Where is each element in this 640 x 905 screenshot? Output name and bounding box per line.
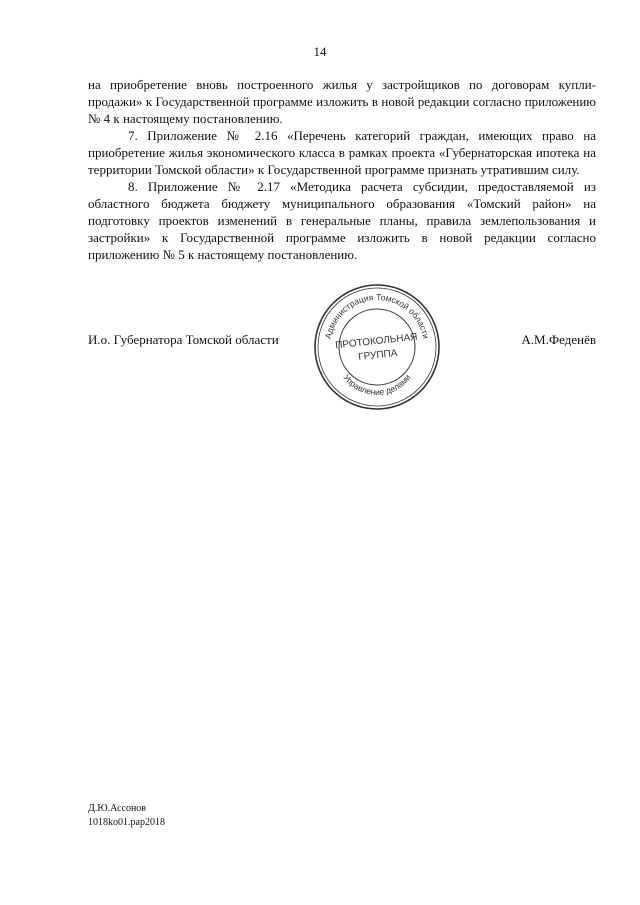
signatory-name: А.М.Феденёв [521,332,596,347]
stamp-center-line-1: ПРОТОКОЛЬНАЯ [334,331,419,352]
document-body [88,76,596,263]
footer-author: Д.Ю.Ассонов [88,803,147,814]
paragraph-item-7: 7. Приложение № 2.16 «Перечень категорий граждан, имеющих право на приобретение жилья экономического класса в рамках проекта «Губернаторская ипотека на территории Томской области» к Государственной программе признать утратившим силу. [88,128,596,177]
footer-doc-code: 1018ko01.pap2018 [88,817,165,828]
footer [88,802,165,830]
page-number: 14 [313,44,327,59]
paragraph-item-8: 8. Приложение № 2.17 «Методика расчета субсидии, предоставляемой из областного бюджета бюджету муниципального образования «Томский район» на подготовку проектов изменений в генеральные планы, правила землепользования и застройки» к Государственной программе изложить в новой редакции согласно приложению № 5 к настоящему постановлению. [88,179,596,262]
official-stamp [312,282,442,412]
stamp-ring-bottom-text: Управление делами [341,372,413,398]
stamp-center-line-2: ГРУППА [357,347,398,363]
stamp-ring-top-text: Администрация Томской области [322,291,432,340]
signatory-position: И.о. Губернатора Томской области [88,332,279,347]
paragraph-continuation: на приобретение вновь построенного жилья у застройщиков по договорам купли-продажи» к Государственной программе изложить в новой редакции согласно приложению № 4 к настоящему постановлению. [88,77,596,126]
